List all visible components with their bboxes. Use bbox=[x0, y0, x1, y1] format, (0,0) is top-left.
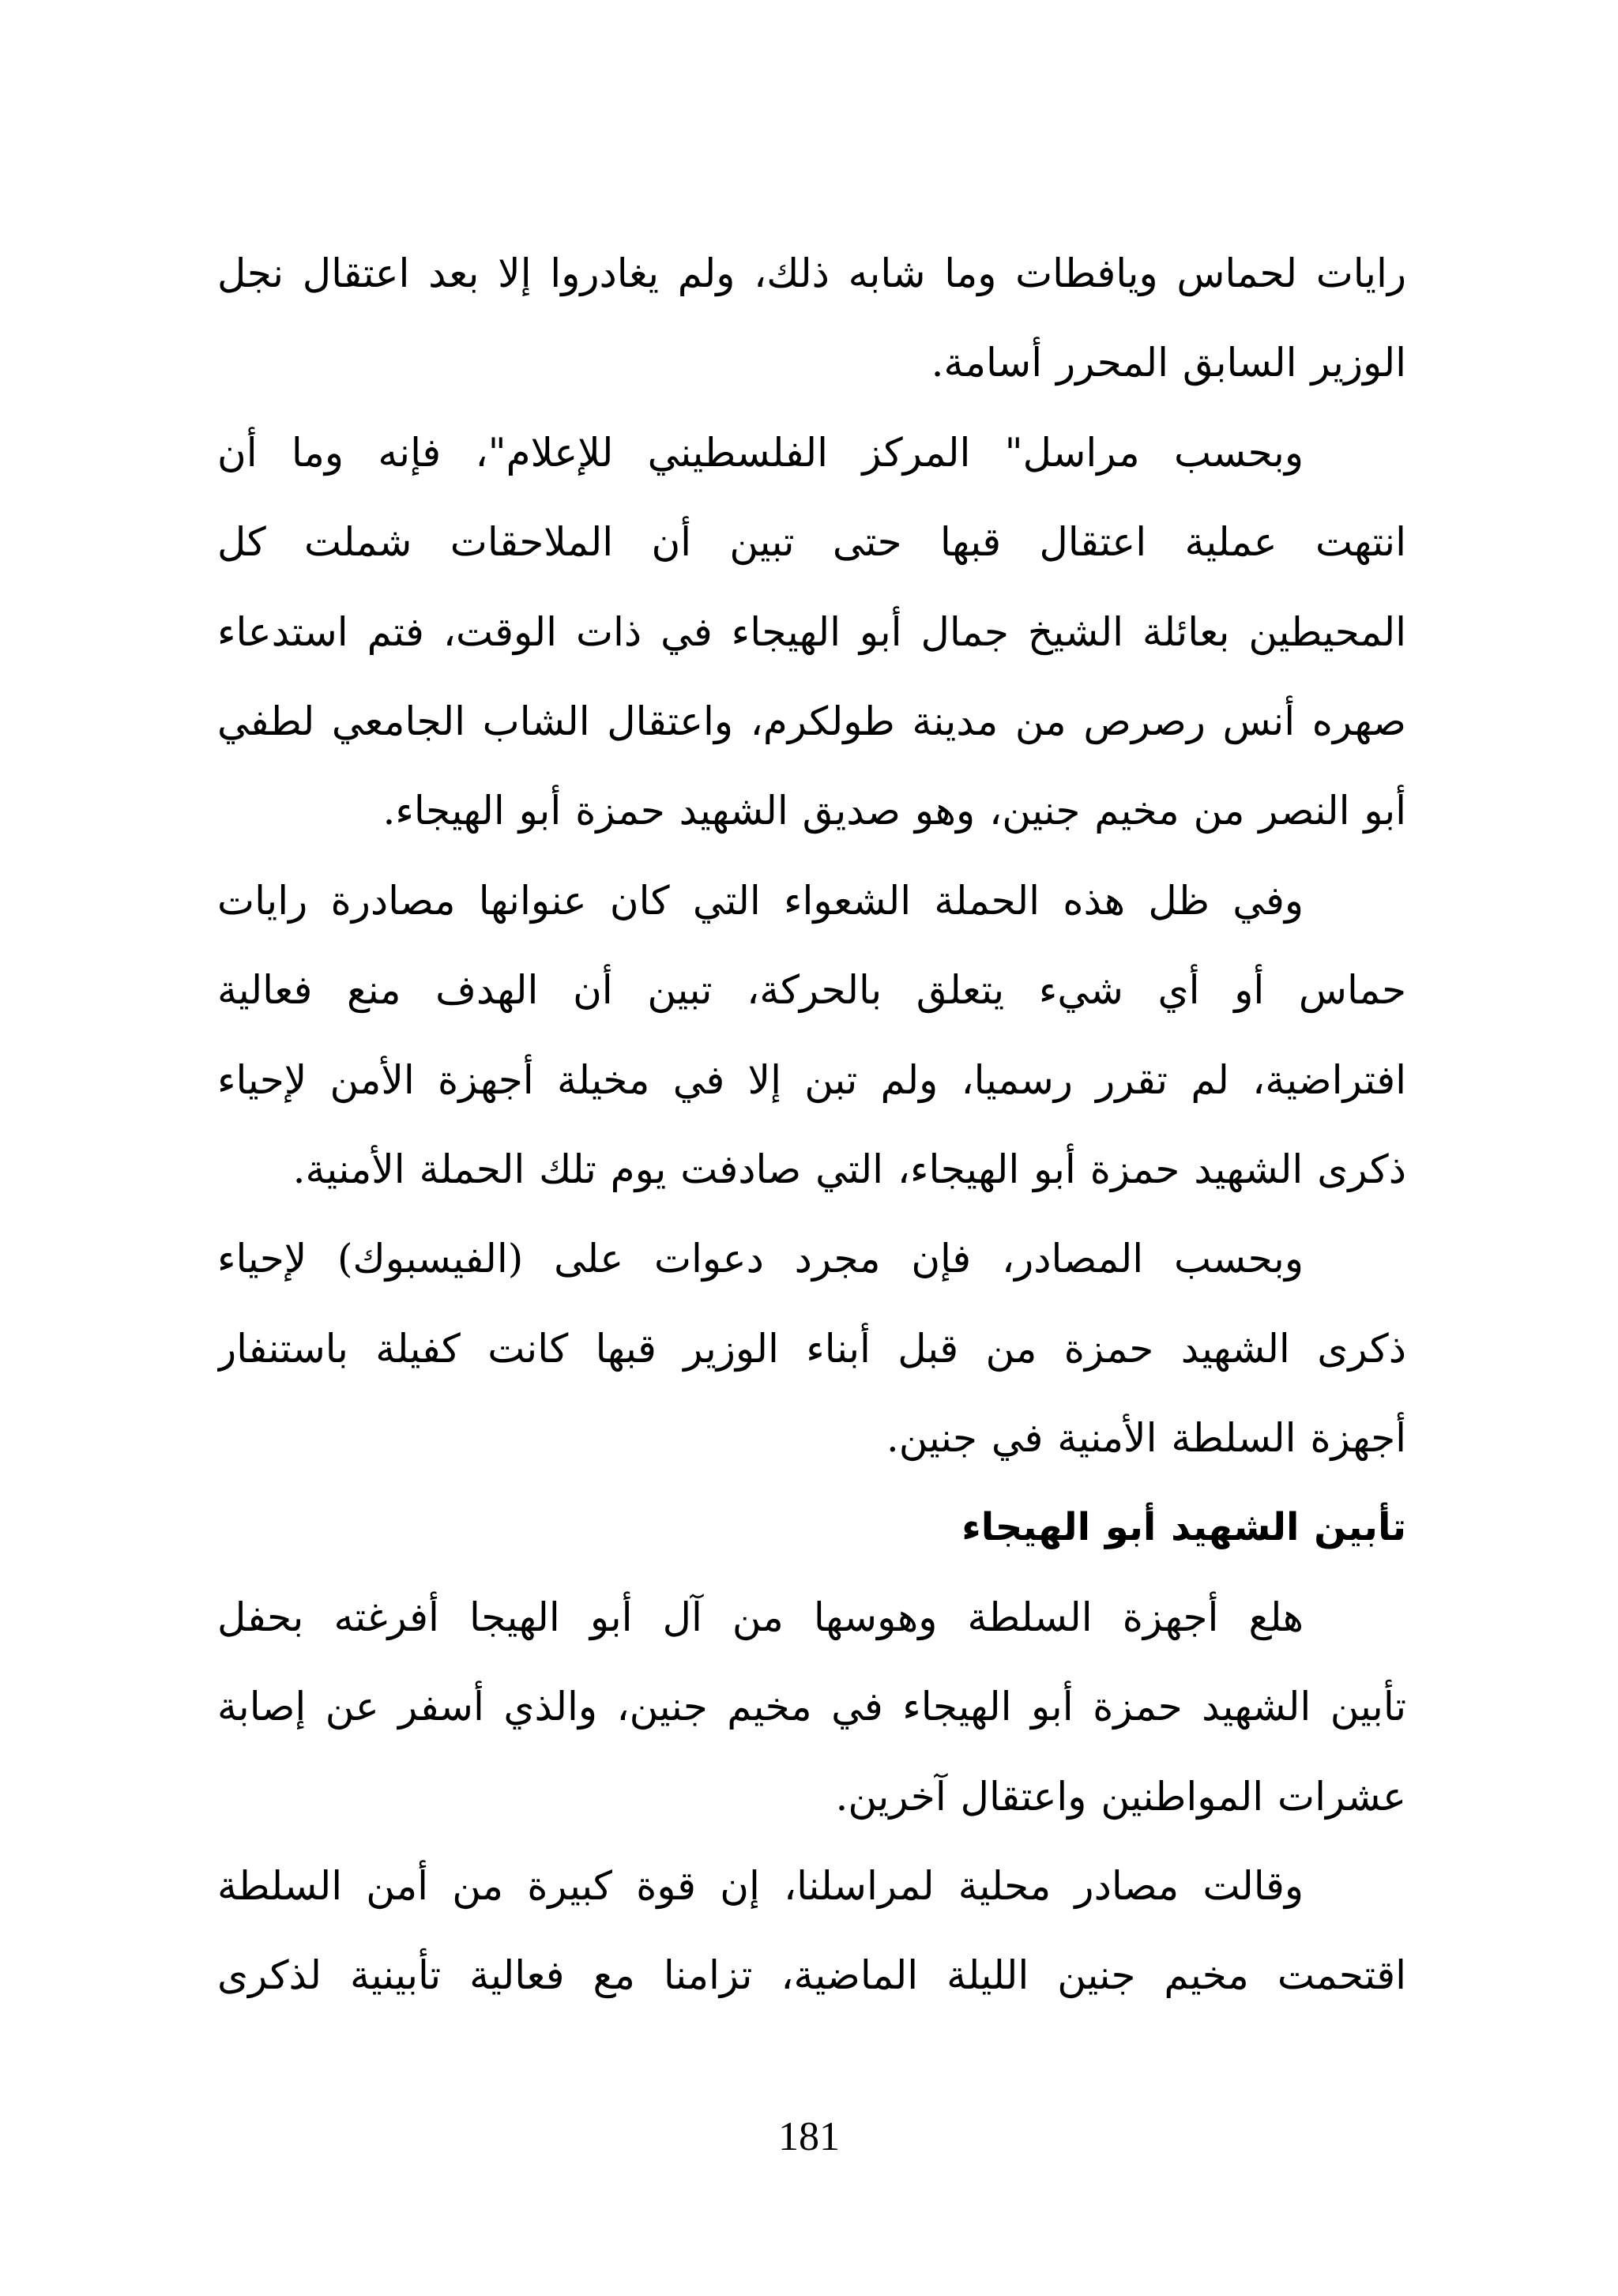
text-line: أبو النصر من مخيم جنين، وهو صديق الشهيد حمزة أبو الهيجاء. bbox=[382, 788, 1406, 834]
text-line: افتراضية، لم تقرر رسميا، ولم تبن إلا في مخيلة أجهزة الأمن لإحياء bbox=[217, 1056, 1406, 1103]
body-text bbox=[217, 229, 1406, 2021]
section-heading: تأبين الشهيد أبو الهيجاء bbox=[961, 1505, 1406, 1550]
text-line: الوزير السابق المحرر أسامة. bbox=[931, 340, 1406, 386]
text-line: تأبين الشهيد حمزة أبو الهيجاء في مخيم جنين، والذي أسفر عن إصابة bbox=[217, 1684, 1406, 1730]
text-line: أجهزة السلطة الأمنية في جنين. bbox=[886, 1415, 1406, 1462]
text-line: انتهت عملية اعتقال قبها حتى تبين أن الملاحقات شملت كل bbox=[217, 519, 1406, 566]
text-line: هلع أجهزة السلطة وهوسها من آل أبو الهيجا أفرغته بحفل bbox=[217, 1594, 1304, 1640]
text-line: وقالت مصادر محلية لمراسلنا، إن قوة كبيرة من أمن السلطة bbox=[217, 1863, 1304, 1910]
text-line: صهره أنس رصرص من مدينة طولكرم، واعتقال الشاب الجامعي لطفي bbox=[217, 698, 1406, 744]
text-line: حماس أو أي شيء يتعلق بالحركة، تبين أن الهدف منع فعالية bbox=[217, 967, 1406, 1014]
page-number: 181 bbox=[778, 2114, 840, 2159]
text-line: اقتحمت مخيم جنين الليلة الماضية، تزامنا مع فعالية تأبينية لذكرى bbox=[217, 1952, 1406, 1999]
text-line: ذكرى الشهيد حمزة أبو الهيجاء، التي صادفت يوم تلك الحملة الأمنية. bbox=[292, 1146, 1406, 1192]
text-line: المحيطين بعائلة الشيخ جمال أبو الهيجاء في ذات الوقت، فتم استدعاء bbox=[217, 608, 1406, 655]
text-line: وفي ظل هذه الحملة الشعواء التي كان عنوانها مصادرة رايات bbox=[217, 877, 1304, 924]
text-line: رايات لحماس ويافطات وما شابه ذلك، ولم يغادروا إلا بعد اعتقال نجل bbox=[217, 250, 1406, 296]
text-line: عشرات المواطنين واعتقال آخرين. bbox=[835, 1773, 1406, 1820]
text-line: وبحسب مراسل" المركز الفلسطيني للإعلام"، فإنه وما أن bbox=[217, 429, 1304, 476]
text-line: وبحسب المصادر، فإن مجرد دعوات على (الفيسبوك) لإحياء bbox=[217, 1236, 1304, 1282]
text-line: ذكرى الشهيد حمزة من قبل أبناء الوزير قبها كانت كفيلة باستنفار bbox=[217, 1325, 1406, 1372]
